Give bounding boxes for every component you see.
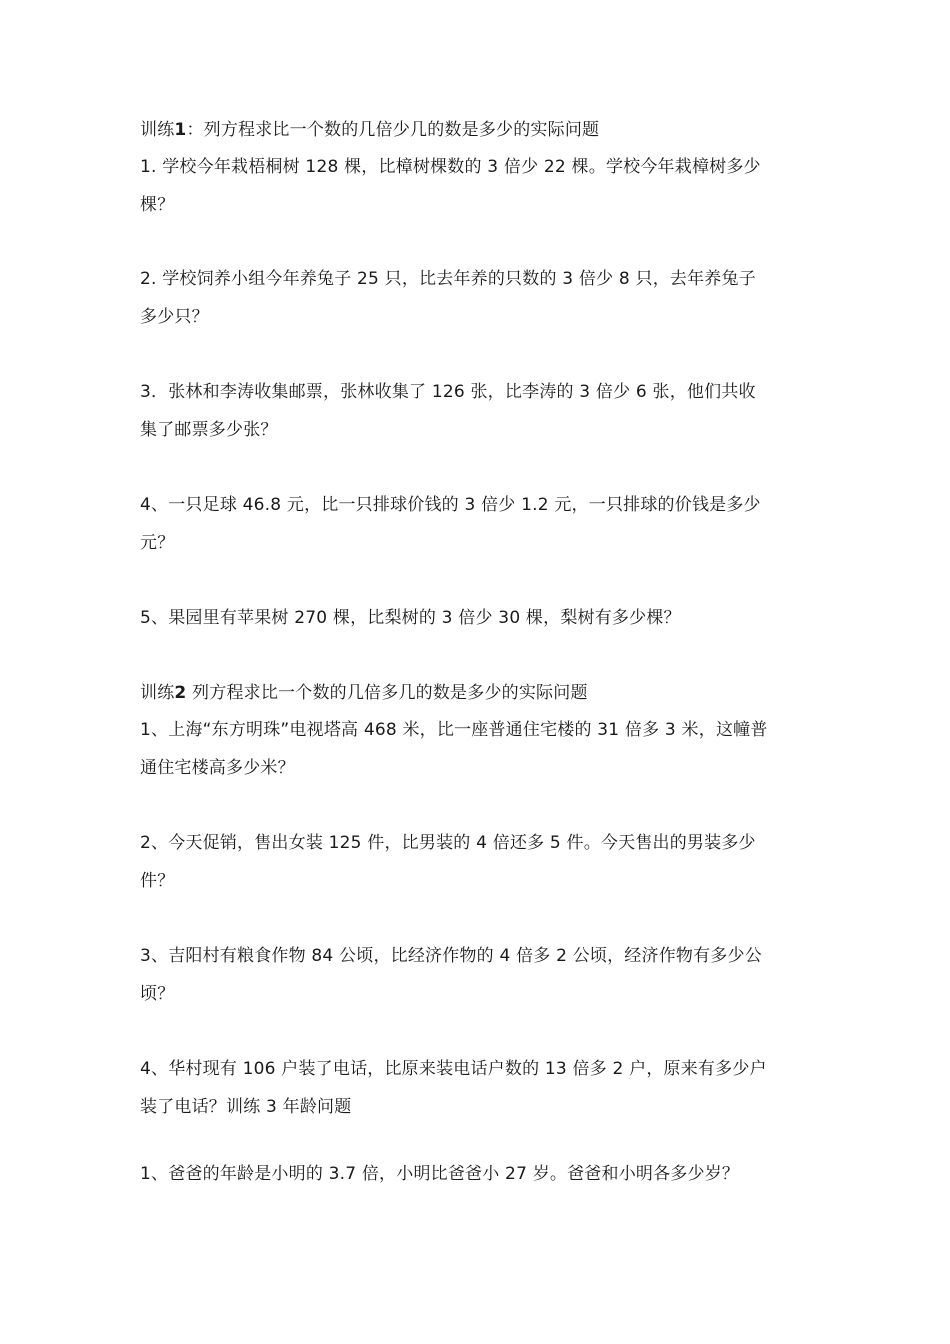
problem-2-4-line2: 装了电话？训练 3 年龄问题 bbox=[140, 1097, 352, 1117]
heading-number: 1 bbox=[174, 120, 187, 140]
problem-2-1-line2: 通住宅楼高多少米？ bbox=[140, 758, 295, 778]
section-heading-1 bbox=[140, 119, 599, 141]
problem-1-1-line1: 1. 学校今年栽梧桐树 128 棵，比樟树棵数的 3 倍少 22 棵。学校今年栽樟树多少 bbox=[140, 157, 761, 177]
problem-2-2-line1: 2、今天促销，售出女装 125 件，比男装的 4 倍还多 5 件。今天售出的男装多少 bbox=[140, 833, 756, 853]
problem-2-4-line1: 4、华村现有 106 户装了电话，比原来装电话户数的 13 倍多 2 户，原来有多少户 bbox=[140, 1059, 767, 1079]
problem-1-5-line1: 5、果园里有苹果树 270 棵，比梨树的 3 倍少 30 棵，梨树有多少棵？ bbox=[140, 608, 681, 628]
problem-1-3-line2: 集了邮票多少张？ bbox=[140, 420, 278, 440]
heading-number: 2 bbox=[174, 683, 187, 703]
problem-2-3-line2: 顷？ bbox=[140, 984, 175, 1004]
section-heading-2 bbox=[140, 682, 588, 704]
problem-1-3-line1: 3．张林和李涛收集邮票，张林收集了 126 张，比李涛的 3 倍少 6 张，他们共收 bbox=[140, 382, 756, 402]
problem-1-4-line1: 4、一只足球 46.8 元，比一只排球价钱的 3 倍少 1.2 元，一只排球的价钱是多少 bbox=[140, 495, 761, 515]
problem-1-1-line2: 棵？ bbox=[140, 195, 175, 215]
problem-1-2-line2: 多少只？ bbox=[140, 307, 209, 327]
problem-2-1-line1: 1、上海“东方明珠”电视塔高 468 米，比一座普通住宅楼的 31 倍多 3 米，这幢普 bbox=[140, 720, 768, 740]
problem-2-3-line1: 3、吉阳村有粮食作物 84 公顷，比经济作物的 4 倍多 2 公顷，经济作物有多少公 bbox=[140, 946, 762, 966]
problem-2-2-line2: 件？ bbox=[140, 871, 175, 891]
problem-1-4-line2: 元？ bbox=[140, 533, 175, 553]
heading-prefix: 训练 bbox=[140, 120, 175, 140]
heading-prefix: 训练 bbox=[140, 683, 175, 703]
heading-text: 列方程求比一个数的几倍多几的数是多少的实际问题 bbox=[186, 683, 588, 703]
heading-text: ：列方程求比一个数的几倍少几的数是多少的实际问题 bbox=[186, 120, 600, 140]
problem-1-2-line1: 2. 学校饲养小组今年养兔子 25 只，比去年养的只数的 3 倍少 8 只，去年养兔子 bbox=[140, 269, 756, 289]
problem-3-1-line1: 1、爸爸的年龄是小明的 3.7 倍，小明比爸爸小 27 岁。爸爸和小明各多少岁？ bbox=[140, 1164, 740, 1184]
